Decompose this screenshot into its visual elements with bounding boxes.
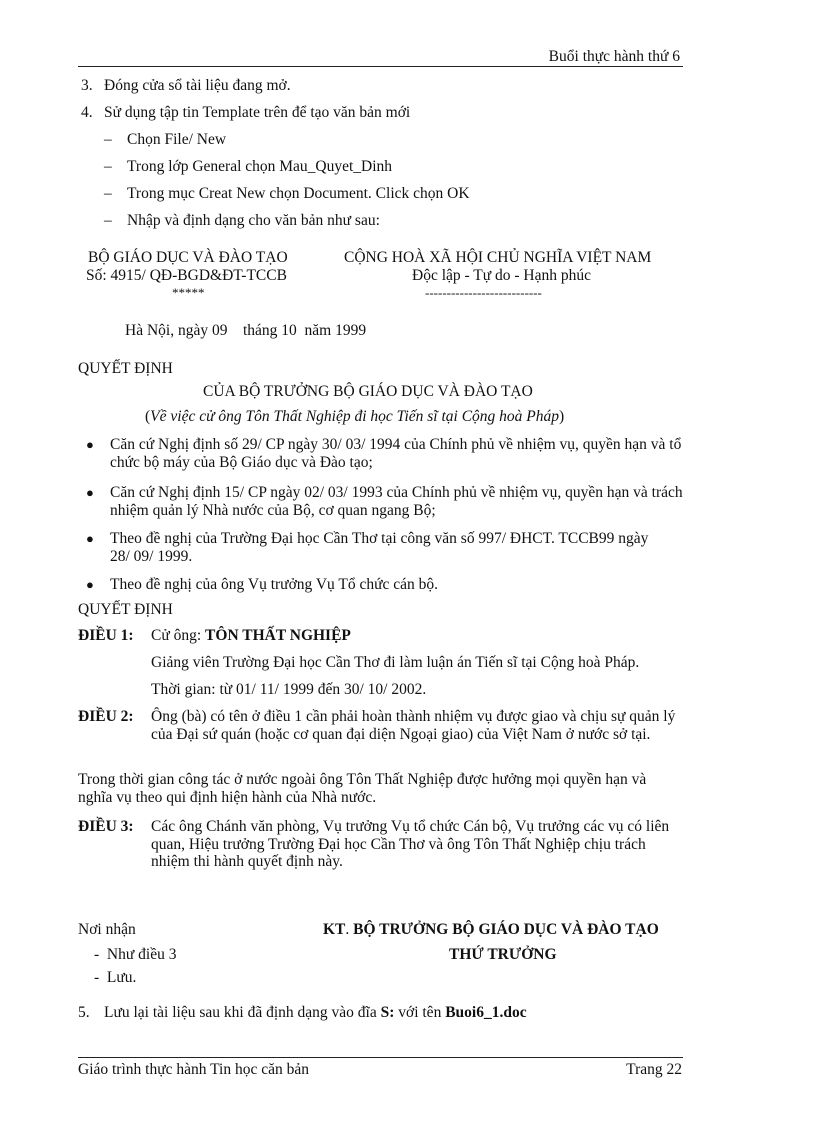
step-5-number: 5. (78, 1004, 90, 1021)
bullet-icon: ● (86, 485, 94, 500)
legal-basis-item: Căn cứ Nghị định 15/ CP ngày 02/ 03/ 1993 của Chính phủ về nhiệm vụ, quyền hạn và trách nhiệm quản lý Nhà nước của Bộ, cơ quan ngang Bộ; (110, 484, 683, 519)
article-1-line3: Thời gian: từ 01/ 11/ 1999 đến 30/ 10/ 2002. (151, 681, 427, 698)
substep-dash: – (104, 131, 112, 148)
substep-dash: – (104, 158, 112, 175)
appointee-name: TÔN THẤT NGHIỆP (205, 627, 351, 644)
document-issuer: CỦA BỘ TRƯỞNG BỘ GIÁO DỤC VÀ ĐÀO TẠO (203, 383, 533, 400)
step-5-text (104, 1004, 527, 1022)
page-header-title: Buổi thực hành thứ 6 (548, 48, 680, 65)
signature-deputy: THỨ TRƯỞNG (449, 946, 557, 963)
header-rule (78, 66, 683, 67)
step-4-text: Sử dụng tập tin Template trên để tạo văn bản mới (104, 104, 411, 121)
substep-dash: – (104, 185, 112, 202)
recipient-item: - Như điều 3 (94, 946, 177, 963)
substep-text: Chọn File/ New (127, 131, 227, 148)
subject-open-paren: ( (145, 408, 151, 425)
document-subject (145, 408, 564, 426)
bullet-icon: ● (86, 437, 94, 452)
step-4-number: 4. (81, 104, 93, 121)
article-3-text: Các ông Chánh văn phòng, Vụ trưởng Vụ tổ chức Cán bộ, Vụ trưởng các vụ có liên quan, Hiệu trưởng Trường Đại học Cần Thơ và ông Tôn Thất Nghiệp chịu trách nhiệm thi hành quyết định này. (151, 818, 670, 870)
decision-heading: QUYẾT ĐỊNH (78, 601, 173, 618)
footer-book-title: Giáo trình thực hành Tin học căn bản (78, 1061, 309, 1078)
article-2-label: ĐIỀU 2: (78, 708, 134, 725)
footer-rule (78, 1057, 683, 1058)
substep-dash: – (104, 212, 112, 229)
file-name: Buoi6_1.doc (445, 1004, 527, 1021)
article-1-lead: Cử ông: (151, 627, 206, 644)
signature-kt: KT (323, 921, 346, 938)
recipient-item: - Lưu. (94, 969, 137, 986)
legal-basis-item: Căn cứ Nghị định số 29/ CP ngày 30/ 03/ 1994 của Chính phủ về nhiệm vụ, quyền hạn và tổ chức bộ máy của Bộ Giáo dục và Đào tạo; (110, 436, 682, 471)
document-title: QUYẾT ĐỊNH (78, 360, 173, 377)
bullet-icon: ● (86, 577, 94, 592)
signature-title (323, 921, 659, 939)
page-number: Trang 22 (626, 1061, 682, 1078)
nation-divider: --------------------------- (425, 285, 542, 300)
article-1-label: ĐIỀU 1: (78, 627, 134, 644)
substep-text: Trong mục Creat New chọn Document. Click chọn OK (127, 185, 470, 202)
article-2-text: Ông (bà) có tên ở điều 1 cần phải hoàn thành nhiệm vụ được giao và chịu sự quản lý của Đại sứ quán (hoặc cơ quan đại diện Ngoại giao) của Việt Nam ở nước sở tại. (151, 708, 676, 743)
bullet-icon: ● (86, 531, 94, 546)
subject-text: Về việc cử ông Tôn Thất Nghiệp đi học Tiến sĩ tại Cộng hoà Pháp (150, 408, 560, 425)
ministry-divider: ***** (172, 285, 205, 300)
body-paragraph: Trong thời gian công tác ở nước ngoài ông Tôn Thất Nghiệp được hưởng mọi quyền hạn và nghĩa vụ theo qui định hiện hành của Nhà nước. (78, 771, 647, 806)
recipients-title: Nơi nhận (78, 921, 136, 938)
document-date: Hà Nội, ngày 09 tháng 10 năm 1999 (125, 322, 367, 339)
step-5-prefix: Lưu lại tài liệu sau khi đã định dạng vào đĩa (104, 1004, 381, 1021)
legal-basis-item: Theo đề nghị của ông Vụ trưởng Vụ Tổ chức cán bộ. (110, 576, 439, 593)
substep-text: Nhập và định dạng cho văn bản như sau: (127, 212, 380, 229)
nation-motto: Độc lập - Tự do - Hạnh phúc (412, 267, 591, 284)
step-3-text: Đóng cửa sổ tài liệu đang mở. (104, 77, 291, 94)
substep-text: Trong lớp General chọn Mau_Quyet_Dinh (127, 158, 393, 175)
article-1-line1 (151, 627, 351, 645)
article-3-label: ĐIỀU 3: (78, 818, 134, 835)
drive-letter: S: (380, 1004, 395, 1021)
subject-close-paren: ) (559, 408, 565, 425)
signature-office: BỘ TRƯỞNG BỘ GIÁO DỤC VÀ ĐÀO TẠO (353, 921, 659, 938)
ministry-name: BỘ GIÁO DỤC VÀ ĐÀO TẠO (88, 249, 288, 266)
document-number: Số: 4915/ QĐ-BGD&ĐT-TCCB (86, 267, 287, 284)
step-5-middle: với tên (394, 1004, 446, 1021)
signature-dot: . (345, 921, 354, 938)
nation-name: CỘNG HOÀ XÃ HỘI CHỦ NGHĨA VIỆT NAM (344, 249, 652, 266)
legal-basis-item: Theo đề nghị của Trường Đại học Cần Thơ tại công văn số 997/ ĐHCT. TCCB99 ngày 28/ 09/ 1999. (110, 530, 649, 565)
article-1-line2: Giảng viên Trường Đại học Cần Thơ đi làm luận án Tiến sĩ tại Cộng hoà Pháp. (151, 654, 640, 671)
step-3-number: 3. (81, 77, 93, 94)
